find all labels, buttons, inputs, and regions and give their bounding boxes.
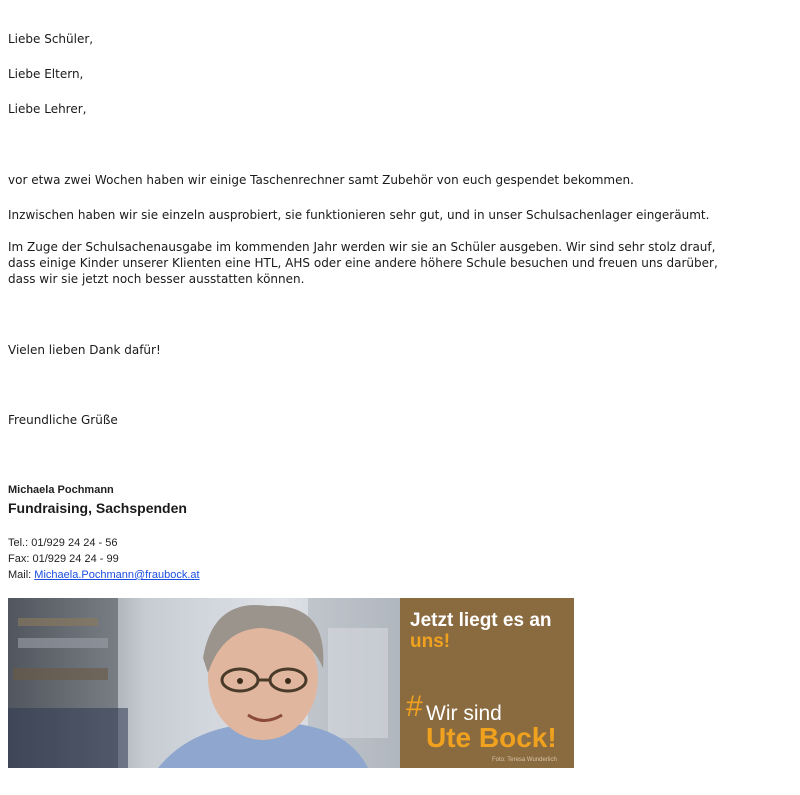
mail-label: Mail: bbox=[8, 569, 32, 581]
thanks-line: Vielen lieben Dank dafür! bbox=[8, 343, 161, 357]
banner-line-2: uns! bbox=[410, 631, 451, 652]
contact-tel bbox=[8, 536, 118, 550]
paragraph-tested: Inzwischen haben wir sie einzeln ausprobiert, sie funktionieren sehr gut, und in unser Schulsachenlager eingeräumt. bbox=[8, 208, 710, 222]
signature-banner[interactable] bbox=[8, 598, 574, 768]
greeting-parents: Liebe Eltern, bbox=[8, 67, 84, 81]
fax-label: Fax: bbox=[8, 553, 30, 565]
greeting-teachers: Liebe Lehrer, bbox=[8, 102, 87, 116]
signature-role: Fundraising, Sachspenden bbox=[8, 500, 187, 516]
banner-line-3: Wir sind bbox=[426, 702, 502, 725]
signature-name: Michaela Pochmann bbox=[8, 484, 114, 496]
contact-fax bbox=[8, 552, 119, 566]
banner-photo bbox=[8, 598, 400, 768]
contact-mail bbox=[8, 568, 200, 582]
banner-text-panel bbox=[400, 598, 574, 768]
banner-hashtag: # bbox=[406, 690, 423, 723]
tel-number: 01/929 24 24 - 56 bbox=[31, 537, 118, 549]
paragraph-donation: vor etwa zwei Wochen haben wir einige Taschenrechner samt Zubehör von euch gespendet bekommen. bbox=[8, 173, 634, 187]
fax-number: 01/929 24 24 - 99 bbox=[32, 553, 119, 565]
tel-label: Tel.: bbox=[8, 537, 29, 549]
paragraph-distribution: Im Zuge der Schulsachenausgabe im kommenden Jahr werden wir sie an Schüler ausgeben. Wir sind sehr stolz drauf, dass einige Kinder unserer Klienten eine HTL, AHS oder eine andere höhere Schule besuchen und freuen uns darüber, dass wir sie jetzt noch besser ausstatten können. bbox=[8, 240, 718, 286]
greeting-students: Liebe Schüler, bbox=[8, 32, 94, 46]
closing-line: Freundliche Grüße bbox=[8, 413, 118, 427]
photo-credit: Foto: Teresa Wunderlich bbox=[492, 757, 557, 763]
banner-line-4: Ute Bock! bbox=[426, 722, 557, 753]
mail-link[interactable]: Michaela.Pochmann@fraubock.at bbox=[34, 569, 200, 581]
banner-line-1: Jetzt liegt es an bbox=[410, 610, 552, 631]
